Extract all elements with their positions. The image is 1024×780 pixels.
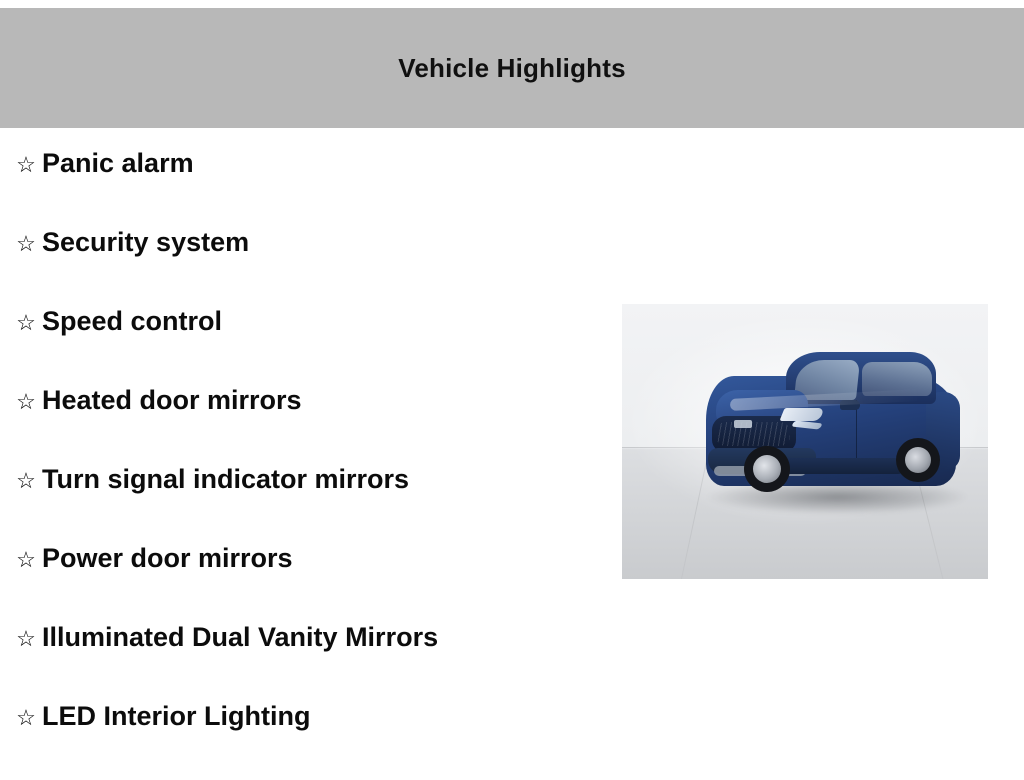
star-bullet-icon: ☆ bbox=[16, 705, 36, 730]
vehicle-illustration bbox=[700, 342, 970, 532]
list-item-label: Turn signal indicator mirrors bbox=[42, 464, 410, 494]
list-item-label: Security system bbox=[42, 227, 250, 257]
vehicle-rocker-panel bbox=[784, 458, 904, 474]
list-item-label: Speed control bbox=[42, 306, 223, 336]
list-item-label: Heated door mirrors bbox=[42, 385, 302, 415]
vehicle-grille-mesh bbox=[716, 422, 790, 446]
star-bullet-icon: ☆ bbox=[16, 152, 36, 177]
vehicle-highlights-list bbox=[10, 148, 610, 780]
vehicle-brand-badge bbox=[734, 420, 752, 428]
list-item bbox=[10, 622, 610, 701]
page-title: Vehicle Highlights bbox=[398, 52, 626, 83]
vehicle-rear-wheel bbox=[896, 438, 940, 482]
star-bullet-icon: ☆ bbox=[16, 231, 36, 256]
vehicle-front-rim bbox=[753, 455, 781, 483]
star-bullet-icon: ☆ bbox=[16, 547, 36, 572]
vehicle-photo bbox=[622, 304, 988, 579]
slide-content bbox=[0, 128, 1024, 768]
list-item bbox=[10, 306, 610, 385]
vehicle-headlight-icon bbox=[779, 408, 824, 421]
list-item-label: Illuminated Dual Vanity Mirrors bbox=[42, 622, 439, 652]
star-bullet-icon: ☆ bbox=[16, 310, 36, 335]
slide-header bbox=[0, 8, 1024, 128]
list-item bbox=[10, 385, 610, 464]
list-item bbox=[10, 464, 610, 543]
list-item bbox=[10, 701, 610, 780]
vehicle-front-wheel bbox=[744, 446, 790, 492]
list-item bbox=[10, 543, 610, 622]
list-item-label: Panic alarm bbox=[42, 148, 194, 178]
vehicle-rear-rim bbox=[905, 447, 931, 473]
star-bullet-icon: ☆ bbox=[16, 626, 36, 651]
star-bullet-icon: ☆ bbox=[16, 389, 36, 414]
list-item bbox=[10, 148, 610, 227]
list-item bbox=[10, 227, 610, 306]
vehicle-grille bbox=[712, 416, 796, 452]
star-bullet-icon: ☆ bbox=[16, 468, 36, 493]
list-item-label: LED Interior Lighting bbox=[42, 701, 311, 731]
list-item-label: Power door mirrors bbox=[42, 543, 293, 573]
